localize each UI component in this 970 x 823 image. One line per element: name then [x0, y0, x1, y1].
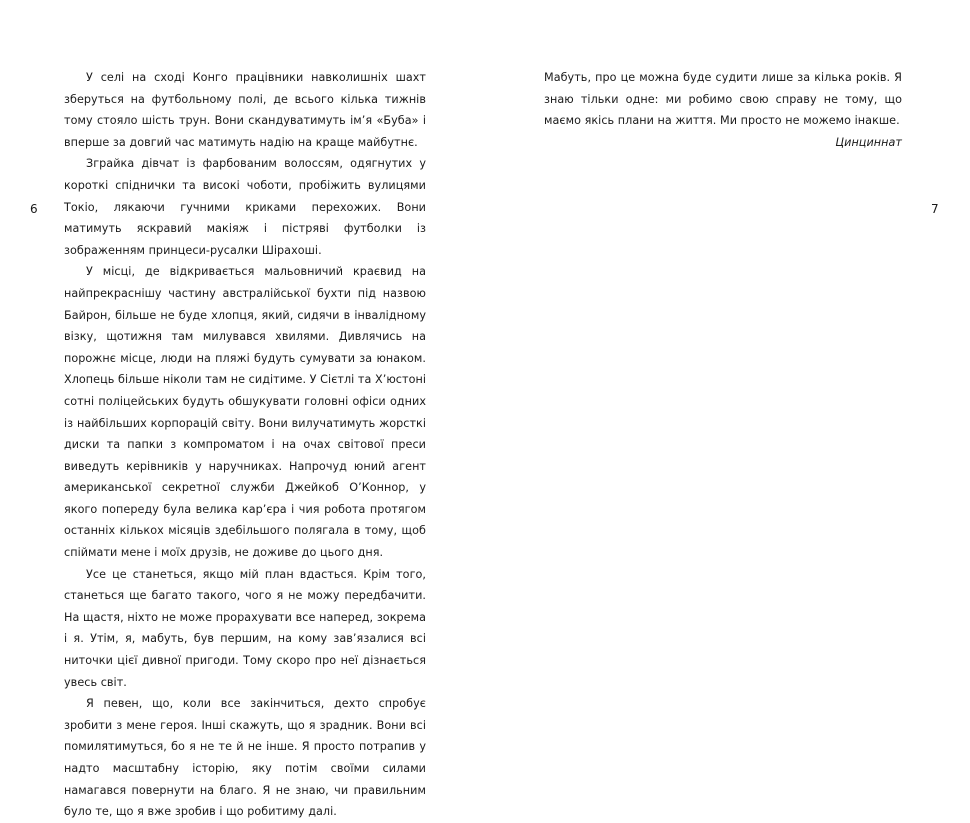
paragraph-continued: Мабуть, про це можна буде судити лише за кілька років. Я знаю тільки одне: ми робимо свою справу не тому, що маємо якісь плани на життя. Ми просто не можемо інакше.: [544, 71, 902, 128]
page-number-right: 7: [931, 202, 939, 216]
paragraph-4: Усе це станеться, якщо мій план вдасться. Крім того, станеться ще багато такого, чого я не можу передбачити. На щастя, ніхто не може прорахувати все наперед, зокрема і я. Утім, я, мабуть, був першим, на кому зав’язалися всі ниточки цієї дивної пригоди. Тому скоро про неї дізнається увесь світ.: [64, 567, 426, 689]
paragraph-3: У місці, де відкривається мальовничий краєвид на найпрекраснішу частину австралійської бухти під назвою Байрон, більше не буде хлопця, який, сидячи в інвалідному візку, щотижня там милувався хвилями. Дивлячись на порожнє місце, люди на пляжі будуть сумувати за юнаком. Хлопець більше ніколи там не сидітиме. У Сієтлі та Х’юстоні сотні поліцейських будуть обшукувати головні офіси одних із найбільших корпорацій світу. Вони вилучатимуть жорсткі диски та папки з компроматом і на очах світової преси виведуть керівників у наручниках. Напрочуд юний агент американської секретної служби Джейкоб О’Коннор, у якого попереду була велика кар’єра і чия робота протягом останніх кількох місяців здебільшого полягала в тому, щоб спіймати мене і моїх друзів, не доживе до цього дня.: [64, 265, 426, 560]
paragraph-1: У селі на сході Конго працівники навколишніх шахт зберуться на футбольному полі, де всього кілька тижнів тому стояло шість трун. Вони скандуватимуть ім’я «Буба» і вперше за довгий час матимуть надію на краще майбутнє.: [64, 71, 426, 149]
signature: Цинциннат: [835, 135, 902, 149]
right-page-text: [544, 67, 902, 153]
page-number-left: 6: [30, 202, 38, 216]
left-page-text: [64, 67, 426, 823]
paragraph-5: Я певен, що, коли все закінчиться, дехто спробує зробити з мене героя. Інші скажуть, що я зрадник. Вони всі помилятимуться, бо я не те й не інше. Я просто потрапив у надто масштабну історію, яку потім своїми силами намагався повернути на благо. Я не знаю, чи правильним було те, що я вже зробив і що робитиму далі.: [64, 697, 426, 819]
paragraph-2: Зграйка дівчат із фарбованим волоссям, одягнутих у короткі спіднички та високі чоботи, пробіжить вулицями Токіо, лякаючи гучними криками перехожих. Вони матимуть яскравий макіяж і пістряві футболки із зображенням принцеси-русалки Шірахоші.: [64, 157, 426, 257]
